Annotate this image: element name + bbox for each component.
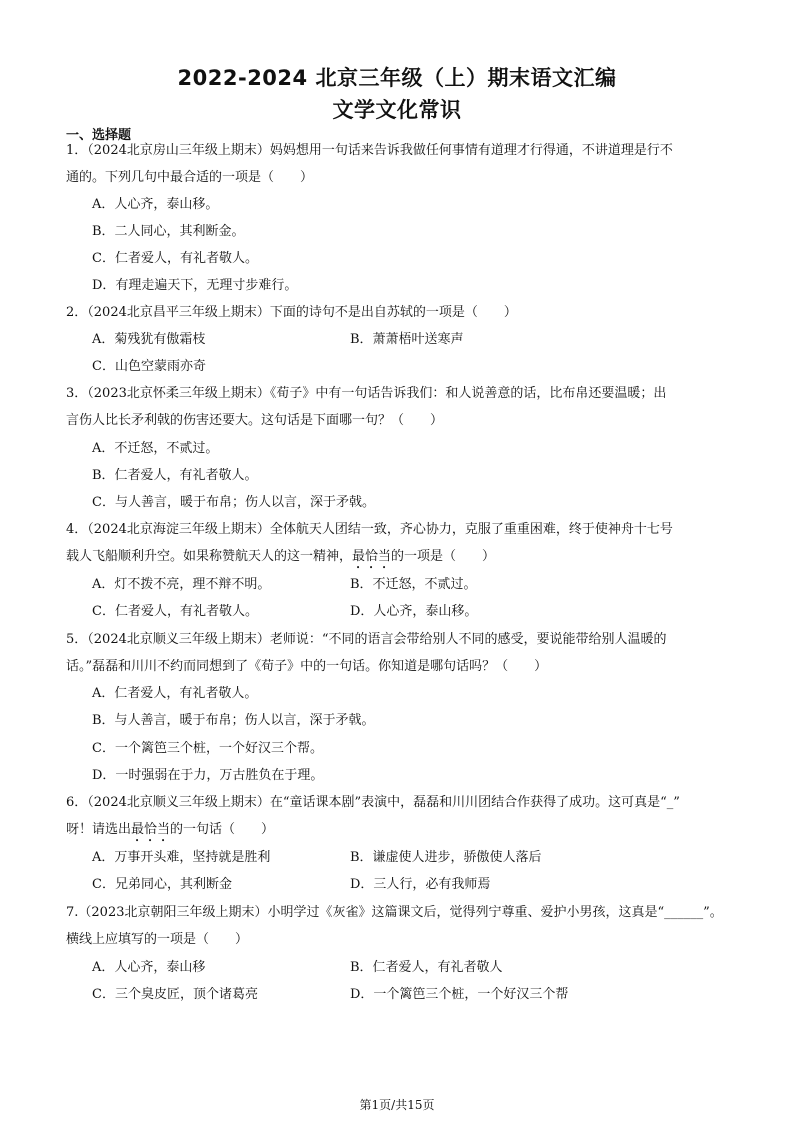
question-1-option-a: A．人心齐，泰山移。 <box>92 197 219 212</box>
question-5-option-a: A．仁者爱人，有礼者敬人。 <box>92 686 258 701</box>
question-2-option-a: A．菊残犹有傲霜枝 <box>92 332 206 347</box>
question-6-emphasis: 最恰当 <box>131 822 171 837</box>
section-heading: 一、选择题 <box>66 128 132 143</box>
document-title: 2022-2024 北京三年级（上）期末语文汇编 <box>177 66 617 90</box>
question-3-option-b: B．仁者爱人，有礼者敬人。 <box>92 468 258 483</box>
question-4-text-line-2 <box>66 549 495 572</box>
question-5-option-d: D．一时强弱在于力，万古胜负在于理。 <box>92 768 324 783</box>
question-5-option-c: C．一个篱笆三个桩，一个好汉三个帮。 <box>92 741 323 756</box>
question-3-option-c: C．与人善言，暖于布帛；伤人以言，深于矛戟。 <box>92 495 375 510</box>
question-5-option-b: B．与人善言，暖于布帛；伤人以言，深于矛戟。 <box>92 713 375 728</box>
question-6-option-d: D．三人行，必有我师焉 <box>350 877 491 892</box>
question-6-option-b: B．谦虚使人进步，骄傲使人落后 <box>350 850 542 865</box>
question-6-text-line-1: 6．（2024北京顺义三年级上期末）在“童话课本剧”表演中，磊磊和川川团结合作获得了成功。这可真是“_” <box>66 795 680 810</box>
question-5-text-line-1: 5．（2024北京顺义三年级上期末）老师说：“不同的语言会带给别人不同的感受，要说能带给别人温暖的 <box>66 632 667 647</box>
question-1-option-c: C．仁者爱人，有礼者敬人。 <box>92 251 258 266</box>
question-7-option-d: D．一个篱笆三个桩，一个好汉三个帮 <box>350 987 569 1002</box>
question-6-option-c: C．兄弟同心，其利断金 <box>92 877 232 892</box>
question-6-text-part-2: 的一句话（ ） <box>170 822 275 837</box>
question-6-text-line-2 <box>66 822 274 845</box>
question-4-option-c: C．仁者爱人，有礼者敬人。 <box>92 604 258 619</box>
question-1-option-b: B．二人同心，其利断金。 <box>92 224 245 239</box>
question-7-option-b: B．仁者爱人，有礼者敬人 <box>350 960 503 975</box>
question-4-option-d: D．人心齐，泰山移。 <box>350 604 478 619</box>
question-3-text-line-1: 3．（2023北京怀柔三年级上期末）《荀子》中有一句话告诉我们：和人说善意的话，比布帛还要温暖；出 <box>66 386 667 401</box>
question-7-option-a: A．人心齐，泰山移 <box>92 960 206 975</box>
page-footer: 第1页/共15页 <box>359 1098 435 1112</box>
question-3-text-line-2: 言伤人比长矛利戟的伤害还要大。这句话是下面哪一句？（ ） <box>66 413 444 428</box>
question-4-option-a: A．灯不拨不亮，理不辩不明。 <box>92 577 271 592</box>
question-4-option-b: B．不迁怒，不贰过。 <box>350 577 477 592</box>
question-5-text-line-2: 话。”磊磊和川川不约而同想到了《荀子》中的一句话。你知道是哪句话吗？（ ） <box>66 659 548 674</box>
question-4-text-part-2: 的一项是（ ） <box>391 549 496 564</box>
question-4-emphasis: 最恰当 <box>352 549 392 564</box>
question-2-option-b: B．萧萧梧叶送寒声 <box>350 332 464 347</box>
question-7-text-line-1: 7.（2023北京朝阳三年级上期末）小明学过《灰雀》这篇课文后，觉得列宁尊重、爱护小男孩，这真是“______”。 <box>66 905 723 920</box>
question-6-option-a: A．万事开头难，坚持就是胜利 <box>92 850 271 865</box>
question-7-option-c: C．三个臭皮匠，顶个诸葛亮 <box>92 987 258 1002</box>
question-1-text-line-2: 通的。下列几句中最合适的一项是（ ） <box>66 170 314 185</box>
question-4-text-part-1: 载人飞船顺利升空。如果称赞航天人的这一精神， <box>66 549 353 564</box>
question-4-text-line-1: 4．（2024北京海淀三年级上期末）全体航天人团结一致，齐心协力，克服了重重困难，终于使神舟十七号 <box>66 522 673 537</box>
question-1-text-line-1: 1．（2024北京房山三年级上期末）妈妈想用一句话来告诉我做任何事情有道理才行得通，不讲道理是行不 <box>66 143 673 158</box>
question-2-text: 2．（2024北京昌平三年级上期末）下面的诗句不是出自苏轼的一项是（ ） <box>66 305 517 320</box>
question-3-option-a: A．不迁怒，不贰过。 <box>92 441 219 456</box>
document-subtitle: 文学文化常识 <box>332 98 462 122</box>
question-7-text-line-2: 横线上应填写的一项是（ ） <box>66 932 249 947</box>
question-2-option-c: C．山色空蒙雨亦奇 <box>92 359 206 374</box>
question-1-option-d: D．有理走遍天下，无理寸步难行。 <box>92 278 298 293</box>
question-6-text-part-1: 呀！请选出 <box>66 822 132 837</box>
